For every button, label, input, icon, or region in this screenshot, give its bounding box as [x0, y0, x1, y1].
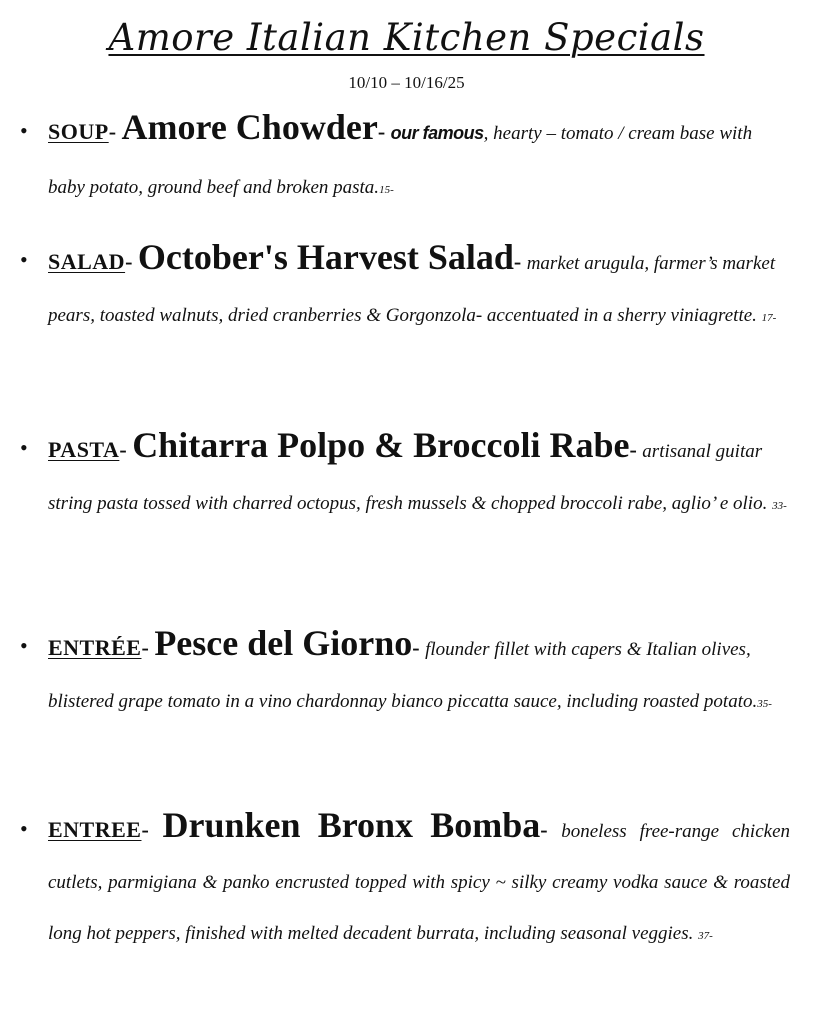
item-dish-name: October's Harvest Salad: [137, 237, 514, 277]
item-dish-name: Chitarra Polpo & Broccoli Rabe: [132, 425, 630, 465]
item-price: 15-: [379, 184, 394, 196]
menu-item-entree-chicken: • ENTREE- Drunken Bronx Bomba- boneless free-range chicken cutlets, parmigiana & panko encrusted topped with spicy ~ silky creamy vodka sauce & roasted long hot peppers, finished with melted decadent burrata, including seasonal veggies. 37-: [20, 805, 791, 944]
item-category: SOUP: [48, 119, 109, 144]
menu-item-pasta: • PASTA- Chitarra Polpo & Broccoli Rabe- artisanal guitar string pasta tossed with charred octopus, fresh mussels & chopped broccoli rabe, aglio’ e olio. 33-: [20, 425, 787, 514]
item-category: ENTRÉE: [48, 635, 142, 660]
item-price: 35-: [757, 698, 772, 710]
item-price: 33-: [772, 500, 787, 512]
menu-item-salad: • SALAD- October's Harvest Salad- market arugula, farmer’s market pears, toasted walnuts, dried cranberries & Gorgonzola- accentuated in a sherry viniagrette. 17-: [20, 237, 777, 326]
item-category: PASTA: [48, 437, 120, 462]
item-dish-name: Pesce del Giorno: [154, 623, 413, 663]
bullet-icon: •: [20, 633, 28, 658]
item-price: 17-: [761, 312, 777, 324]
menu-item-soup: • SOUP- Amore Chowder- our famous, hearty – tomato / cream base with baby potato, ground beef and broken pasta.15-: [20, 107, 753, 198]
bullet-icon: •: [20, 435, 28, 460]
item-description: market arugula, farmer’s market pears, toasted walnuts, dried cranberries & Gorgonzola- accentuated in a sherry viniagrette.: [48, 253, 776, 326]
page-title: Amore Italian Kitchen Specials: [108, 16, 705, 59]
item-category: SALAD: [48, 249, 126, 274]
item-dish-name: Amore Chowder: [121, 107, 378, 147]
item-price: 37-: [698, 930, 713, 942]
bullet-icon: •: [20, 816, 28, 841]
item-description: boneless free-range chicken cutlets, parmigiana & panko encrusted topped with spicy ~ silky creamy vodka sauce & roasted long hot peppers, finished with melted decadent burrata, including seasonal veggies.: [48, 821, 791, 944]
item-category: ENTREE: [48, 817, 142, 842]
item-description: , hearty – tomato / cream base with baby potato, ground beef and broken pasta.: [48, 123, 753, 198]
date-range: 10/10 – 10/16/25: [348, 73, 465, 92]
bullet-icon: •: [20, 118, 28, 143]
menu-item-entree-fish: • ENTRÉE- Pesce del Giorno- flounder fillet with capers & Italian olives, blistered grape tomato in a vino chardonnay bianco piccatta sauce, including roasted potato.35-: [20, 623, 772, 712]
item-description: flounder fillet with capers & Italian olives, blistered grape tomato in a vino chardonnay bianco piccatta sauce, including roasted potato.: [48, 639, 758, 712]
item-description: artisanal guitar string pasta tossed with charred octopus, fresh mussels & chopped broccoli rabe, aglio’ e olio.: [48, 441, 768, 514]
item-dish-name: Drunken Bronx Bomba: [162, 805, 541, 845]
bullet-icon: •: [20, 247, 28, 272]
item-highlight: our famous: [390, 123, 484, 143]
